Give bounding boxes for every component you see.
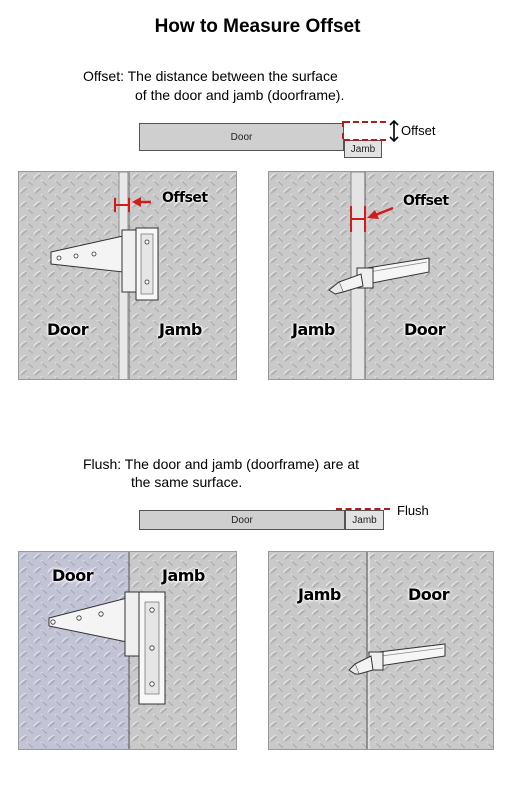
flush-definition-line2: the same surface. [131,474,243,490]
offset-definition-line1: The distance between the surface [127,68,338,84]
offset-panel-left [18,171,237,380]
flush-diagram-door [139,510,345,530]
flush-diagram-indicator-label: Flush [397,503,429,518]
offset-panel-right [268,171,494,380]
offset-arrow-icon [388,120,400,142]
flush-panel-left-jamb-label: Jamb [162,566,205,585]
flush-definition-line1: The door and jamb (doorframe) are at [124,456,359,472]
offset-panel-right-jamb-label: Jamb [292,320,335,339]
flush-diagram-jamb-label: Jamb [352,515,377,526]
offset-panel-right-offset-label: Offset [403,193,449,209]
offset-panel-right-door-label: Door [404,320,446,339]
offset-diagram-door [139,123,344,151]
offset-panel-left-offset-label: Offset [162,190,208,206]
offset-diagram-bottom-dash [344,139,386,141]
offset-panel-right-illustration [269,172,494,380]
offset-diagram-door-label: Door [230,132,253,143]
flush-panel-right-illustration [269,552,494,750]
flush-panel-right-door-label: Door [408,585,450,604]
page-title: How to Measure Offset [154,16,361,37]
offset-definition-line2: of the door and jamb (doorframe). [135,87,345,103]
flush-panel-left [18,551,237,750]
flush-panel-right [268,551,494,750]
flush-definition-label: Flush: [83,456,122,472]
offset-panel-left-jamb-label: Jamb [159,320,202,339]
offset-diagram-top-dash [344,121,386,123]
offset-diagram-jamb-label: Jamb [350,144,376,155]
offset-diagram-indicator-label: Offset [401,123,436,138]
offset-definition [83,67,338,86]
offset-definition-label: Offset: [83,68,124,84]
flush-diagram-dash [336,508,390,510]
offset-diagram-side-dash [342,121,344,139]
flush-definition [83,455,359,474]
offset-diagram-jamb [344,140,382,158]
offset-panel-left-door-label: Door [47,320,89,339]
flush-panel-left-door-label: Door [52,566,94,585]
flush-diagram-jamb [345,510,384,530]
flush-panel-right-jamb-label: Jamb [298,585,341,604]
flush-diagram-door-label: Door [231,515,253,526]
